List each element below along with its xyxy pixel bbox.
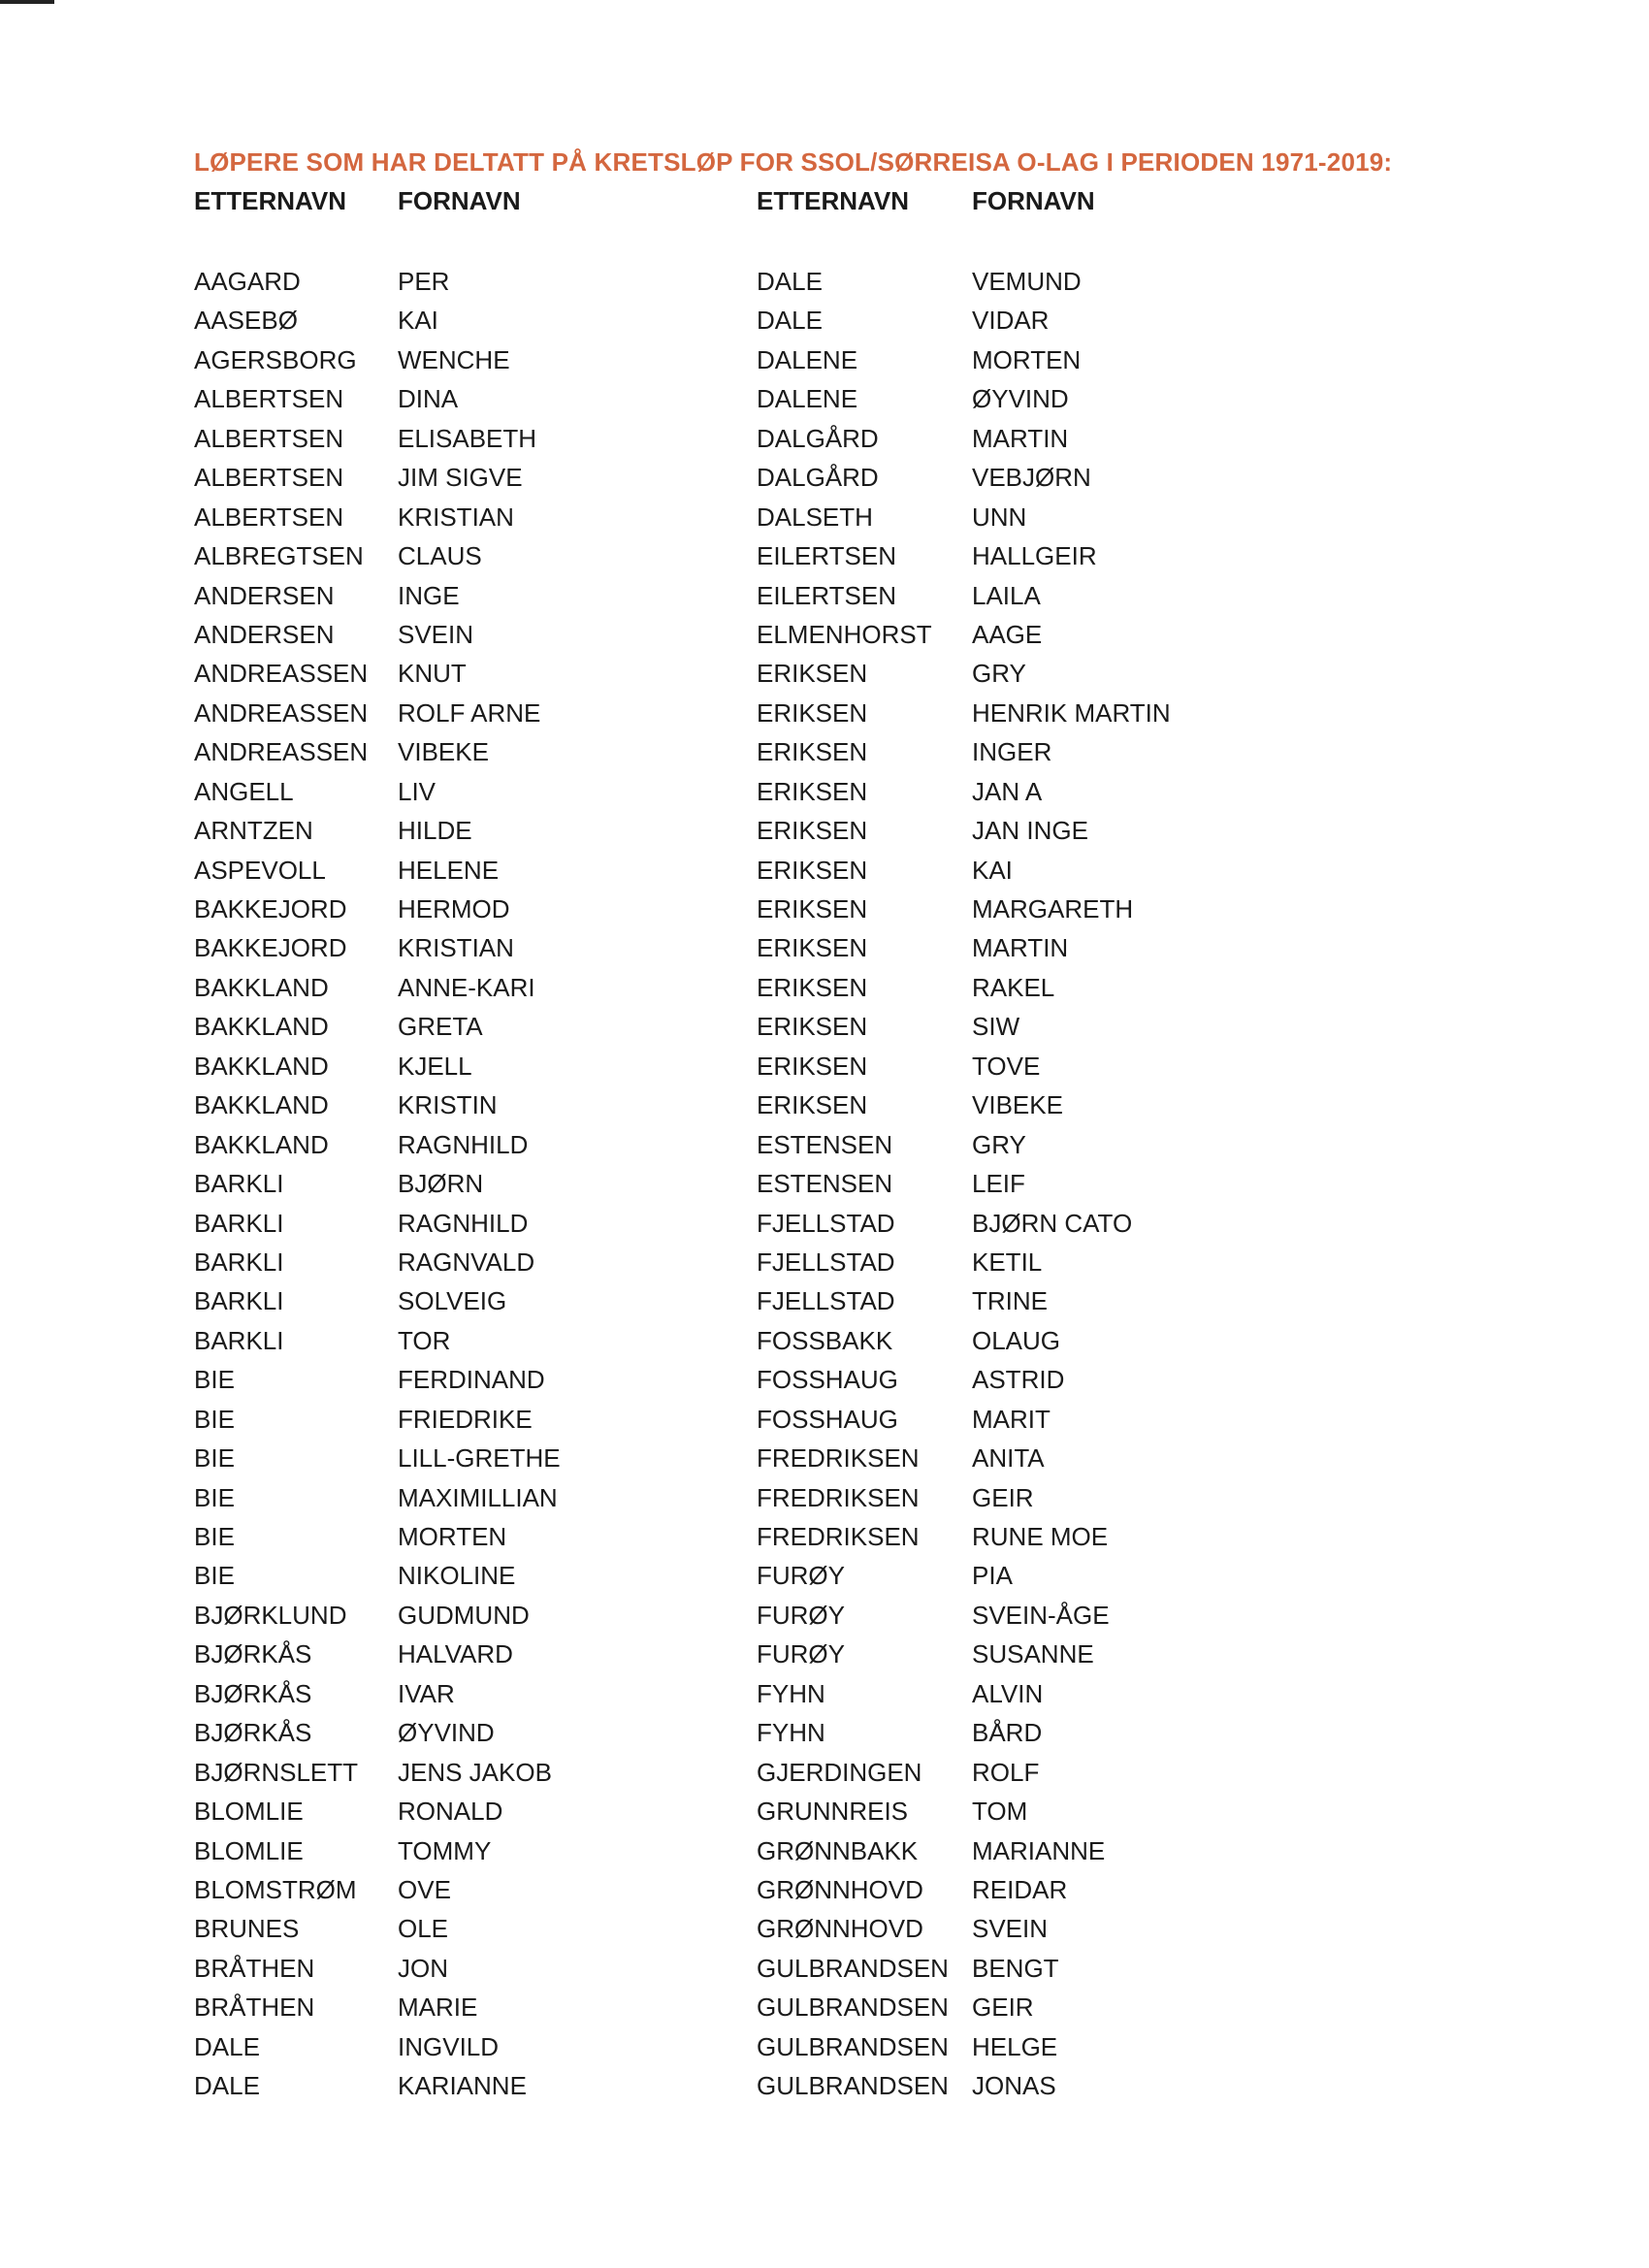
first-name: HELENE xyxy=(398,855,500,885)
first-name: RONALD xyxy=(398,1797,503,1827)
surname: DALSETH xyxy=(757,502,873,532)
first-name: LAILA xyxy=(972,580,1041,610)
surname: FYHN xyxy=(757,1718,825,1748)
surname: ERIKSEN xyxy=(757,933,868,963)
first-name: MARIANNE xyxy=(972,1835,1106,1865)
list-item xyxy=(757,1519,1300,1558)
first-name: LEIF xyxy=(972,1169,1025,1199)
surname: DALE xyxy=(194,2071,260,2101)
list-item xyxy=(194,1951,737,1990)
first-name: VIBEKE xyxy=(972,1090,1063,1120)
surname: ALBREGTSEN xyxy=(194,541,364,571)
list-item xyxy=(757,1951,1300,1990)
surname: DALENE xyxy=(757,384,858,414)
list-item xyxy=(194,1755,737,1794)
first-name: MARGARETH xyxy=(972,894,1134,923)
first-name: ELISABETH xyxy=(398,423,537,453)
surname: ANDREASSEN xyxy=(194,659,369,689)
surname: BLOMSTRØM xyxy=(194,1874,357,1904)
first-name: AAGE xyxy=(972,619,1043,649)
list-item xyxy=(757,1715,1300,1754)
first-name: VEMUND xyxy=(972,267,1082,296)
surname: BRÅTHEN xyxy=(194,1993,315,2023)
list-item xyxy=(757,1323,1300,1362)
list-item xyxy=(757,696,1300,734)
surname: BJØRKÅS xyxy=(194,1639,312,1669)
surname: BAKKLAND xyxy=(194,1051,329,1081)
list-item xyxy=(194,1166,737,1205)
first-name: MAXIMILLIAN xyxy=(398,1482,558,1512)
surname: BARKLI xyxy=(194,1325,284,1355)
first-name: SUSANNE xyxy=(972,1639,1094,1669)
list-item xyxy=(194,1049,737,1087)
first-name: INGVILD xyxy=(398,2031,500,2061)
list-item xyxy=(194,734,737,773)
list-item xyxy=(757,1911,1300,1950)
list-item xyxy=(757,1794,1300,1832)
surname: BAKKLAND xyxy=(194,1129,329,1159)
list-item xyxy=(757,1755,1300,1794)
surname: BIE xyxy=(194,1482,235,1512)
surname: BIE xyxy=(194,1443,235,1474)
scan-edge-mark xyxy=(0,0,54,4)
first-name: FERDINAND xyxy=(398,1365,545,1395)
surname: BRÅTHEN xyxy=(194,1953,315,1983)
list-item xyxy=(194,1558,737,1597)
first-name: HELGE xyxy=(972,2031,1058,2061)
surname: ERIKSEN xyxy=(757,737,868,767)
surname: DALGÅRD xyxy=(757,423,879,453)
first-name: HENRIK MARTIN xyxy=(972,697,1171,728)
surname: BAKKEJORD xyxy=(194,933,347,963)
first-name: SVEIN xyxy=(972,1914,1049,1944)
surname: BIE xyxy=(194,1365,235,1395)
first-name: MORTEN xyxy=(398,1522,507,1551)
surname: FYHN xyxy=(757,1678,825,1708)
surname: BJØRKÅS xyxy=(194,1678,312,1708)
surname: BARKLI xyxy=(194,1286,284,1316)
first-name: TOMMY xyxy=(398,1835,492,1865)
list-item xyxy=(194,1519,737,1558)
first-name: MARTIN xyxy=(972,933,1069,963)
surname: DALENE xyxy=(757,344,858,374)
list-item xyxy=(757,1598,1300,1636)
first-name: ØYVIND xyxy=(398,1718,495,1748)
list-item xyxy=(757,303,1300,341)
surname: GJERDINGEN xyxy=(757,1757,922,1787)
list-item xyxy=(194,891,737,930)
list-item xyxy=(194,853,737,891)
first-name: TOR xyxy=(398,1325,451,1355)
surname: ERIKSEN xyxy=(757,972,868,1002)
list-item xyxy=(757,1166,1300,1205)
list-item xyxy=(757,853,1300,891)
surname: ESTENSEN xyxy=(757,1129,893,1159)
list-item xyxy=(194,1598,737,1636)
list-item xyxy=(757,1676,1300,1715)
list-item xyxy=(194,1323,737,1362)
list-item xyxy=(757,1087,1300,1126)
list-item xyxy=(194,970,737,1009)
surname: ERIKSEN xyxy=(757,1090,868,1120)
list-item xyxy=(757,1009,1300,1048)
list-item xyxy=(757,1127,1300,1166)
surname: AASEBØ xyxy=(194,306,298,336)
surname: GULBRANDSEN xyxy=(757,1993,949,2023)
surname: ASPEVOLL xyxy=(194,855,326,885)
list-item xyxy=(757,656,1300,695)
first-name: KJELL xyxy=(398,1051,472,1081)
first-name: ANNE-KARI xyxy=(398,972,535,1002)
first-name: MORTEN xyxy=(972,344,1082,374)
list-item xyxy=(757,1362,1300,1401)
first-name: BJØRN CATO xyxy=(972,1208,1133,1238)
surname: FURØY xyxy=(757,1561,845,1591)
surname: FOSSBAKK xyxy=(757,1325,893,1355)
first-name: JAN A xyxy=(972,776,1043,806)
surname: GRØNNBAKK xyxy=(757,1835,919,1865)
first-name: KRISTIAN xyxy=(398,502,514,532)
first-name: KRISTIN xyxy=(398,1090,498,1120)
list-item xyxy=(757,1872,1300,1911)
first-name: HILDE xyxy=(398,816,472,846)
surname: BIE xyxy=(194,1561,235,1591)
list-item xyxy=(194,656,737,695)
first-name: TOVE xyxy=(972,1051,1041,1081)
list-item xyxy=(194,381,737,420)
list-item xyxy=(757,264,1300,303)
surname: ALBERTSEN xyxy=(194,384,344,414)
list-item xyxy=(757,891,1300,930)
first-name: PER xyxy=(398,267,450,296)
list-item xyxy=(757,381,1300,420)
list-item xyxy=(757,1206,1300,1245)
surname: AGERSBORG xyxy=(194,344,357,374)
list-item xyxy=(194,1833,737,1872)
list-item xyxy=(194,578,737,617)
surname: GULBRANDSEN xyxy=(757,1953,949,1983)
list-item xyxy=(757,342,1300,381)
first-name: KAI xyxy=(398,306,438,336)
first-name: HALVARD xyxy=(398,1639,513,1669)
list-item xyxy=(194,421,737,460)
list-item xyxy=(194,264,737,303)
list-item xyxy=(194,1402,737,1441)
first-name: DINA xyxy=(398,384,459,414)
surname: ANDREASSEN xyxy=(194,737,369,767)
surname: ARNTZEN xyxy=(194,816,313,846)
first-name: OVE xyxy=(398,1874,451,1904)
surname: DALE xyxy=(757,306,823,336)
first-name: BJØRN xyxy=(398,1169,484,1199)
list-item xyxy=(194,1794,737,1832)
list-item xyxy=(194,342,737,381)
first-name: ØYVIND xyxy=(972,384,1069,414)
first-name: VIBEKE xyxy=(398,737,489,767)
first-name: HALLGEIR xyxy=(972,541,1097,571)
surname: BARKLI xyxy=(194,1169,284,1199)
surname: FREDRIKSEN xyxy=(757,1443,920,1474)
surname: ANDERSEN xyxy=(194,619,335,649)
list-item xyxy=(194,930,737,969)
surname: BLOMLIE xyxy=(194,1797,304,1827)
list-item xyxy=(757,1402,1300,1441)
first-name: MARIE xyxy=(398,1993,478,2023)
surname: FURØY xyxy=(757,1600,845,1630)
list-item xyxy=(757,1283,1300,1322)
first-name: GUDMUND xyxy=(398,1600,530,1630)
first-name: OLAUG xyxy=(972,1325,1061,1355)
first-name: RAGNHILD xyxy=(398,1129,529,1159)
first-name: IVAR xyxy=(398,1678,455,1708)
surname: GRUNNREIS xyxy=(757,1797,909,1827)
first-name: GRETA xyxy=(398,1012,483,1042)
first-name: RAGNVALD xyxy=(398,1247,535,1277)
first-name: SOLVEIG xyxy=(398,1286,507,1316)
header-right-surname: ETTERNAVN xyxy=(757,186,909,215)
surname: BAKKEJORD xyxy=(194,894,347,923)
list-item xyxy=(194,1362,737,1401)
list-item xyxy=(194,460,737,499)
first-name: TOM xyxy=(972,1797,1028,1827)
first-name: ANITA xyxy=(972,1443,1045,1474)
first-name: INGE xyxy=(398,580,460,610)
first-name: RUNE MOE xyxy=(972,1522,1109,1551)
list-item xyxy=(194,1206,737,1245)
first-name: MARTIN xyxy=(972,423,1069,453)
list-item xyxy=(757,813,1300,852)
first-name: NIKOLINE xyxy=(398,1561,516,1591)
surname: ESTENSEN xyxy=(757,1169,893,1199)
surname: ANDREASSEN xyxy=(194,697,369,728)
list-item xyxy=(757,500,1300,538)
list-item xyxy=(194,1087,737,1126)
list-item xyxy=(194,303,737,341)
surname: ERIKSEN xyxy=(757,659,868,689)
surname: BRUNES xyxy=(194,1914,300,1944)
first-name: FRIEDRIKE xyxy=(398,1404,533,1434)
first-name: GRY xyxy=(972,659,1026,689)
list-item xyxy=(194,1911,737,1950)
surname: BAKKLAND xyxy=(194,1090,329,1120)
surname: DALE xyxy=(757,267,823,296)
list-item xyxy=(194,1441,737,1479)
first-name: SVEIN xyxy=(398,619,474,649)
surname: ERIKSEN xyxy=(757,855,868,885)
list-item xyxy=(757,2029,1300,2068)
first-name: GRY xyxy=(972,1129,1026,1159)
surname: FJELLSTAD xyxy=(757,1208,895,1238)
surname: FOSSHAUG xyxy=(757,1404,898,1434)
list-item xyxy=(194,696,737,734)
first-name: GEIR xyxy=(972,1482,1034,1512)
list-item xyxy=(757,617,1300,656)
list-item xyxy=(757,970,1300,1009)
list-item xyxy=(757,460,1300,499)
first-name: JONAS xyxy=(972,2071,1056,2101)
surname: DALE xyxy=(194,2031,260,2061)
list-item xyxy=(194,1872,737,1911)
surname: GULBRANDSEN xyxy=(757,2031,949,2061)
surname: FREDRIKSEN xyxy=(757,1522,920,1551)
first-name: VIDAR xyxy=(972,306,1050,336)
list-item xyxy=(194,774,737,813)
list-item xyxy=(757,1049,1300,1087)
first-name: ALVIN xyxy=(972,1678,1044,1708)
first-name: INGER xyxy=(972,737,1052,767)
first-name: ROLF xyxy=(972,1757,1040,1787)
list-item xyxy=(757,578,1300,617)
first-name: PIA xyxy=(972,1561,1013,1591)
surname: ERIKSEN xyxy=(757,816,868,846)
first-name: KAI xyxy=(972,855,1013,885)
surname: BIE xyxy=(194,1404,235,1434)
first-name: ROLF ARNE xyxy=(398,697,541,728)
surname: BARKLI xyxy=(194,1208,284,1238)
surname: FJELLSTAD xyxy=(757,1286,895,1316)
list-item xyxy=(194,1676,737,1715)
first-name: SVEIN-ÅGE xyxy=(972,1600,1110,1630)
first-name: VEBJØRN xyxy=(972,463,1091,493)
first-name: KNUT xyxy=(398,659,467,689)
surname: FJELLSTAD xyxy=(757,1247,895,1277)
surname: ERIKSEN xyxy=(757,1051,868,1081)
surname: BJØRKÅS xyxy=(194,1718,312,1748)
surname: ERIKSEN xyxy=(757,776,868,806)
surname: ERIKSEN xyxy=(757,1012,868,1042)
surname: BJØRKLUND xyxy=(194,1600,347,1630)
first-name: UNN xyxy=(972,502,1027,532)
first-name: JIM SIGVE xyxy=(398,463,523,493)
first-name: WENCHE xyxy=(398,344,510,374)
first-name: KRISTIAN xyxy=(398,933,514,963)
first-name: TRINE xyxy=(972,1286,1048,1316)
first-name: CLAUS xyxy=(398,541,482,571)
surname: ANGELL xyxy=(194,776,294,806)
list-item xyxy=(757,774,1300,813)
list-item xyxy=(194,1283,737,1322)
list-item xyxy=(194,1636,737,1675)
surname: GRØNNHOVD xyxy=(757,1874,923,1904)
first-name: MARIT xyxy=(972,1404,1051,1434)
first-name: ASTRID xyxy=(972,1365,1065,1395)
list-item xyxy=(757,1480,1300,1519)
list-item xyxy=(194,2029,737,2068)
surname: ERIKSEN xyxy=(757,697,868,728)
surname: GRØNNHOVD xyxy=(757,1914,923,1944)
first-name: LILL-GRETHE xyxy=(398,1443,561,1474)
list-item xyxy=(757,1833,1300,1872)
surname: BIE xyxy=(194,1522,235,1551)
header-left-surname: ETTERNAVN xyxy=(194,186,346,215)
surname: ELMENHORST xyxy=(757,619,932,649)
list-item xyxy=(194,617,737,656)
list-item xyxy=(757,1441,1300,1479)
first-name: LIV xyxy=(398,776,436,806)
list-item xyxy=(194,2068,737,2107)
header-right-firstname: FORNAVN xyxy=(972,186,1095,215)
surname: EILERTSEN xyxy=(757,580,897,610)
surname: ALBERTSEN xyxy=(194,463,344,493)
list-item xyxy=(757,421,1300,460)
list-item xyxy=(194,813,737,852)
name-list-left xyxy=(194,264,737,2108)
surname: GULBRANDSEN xyxy=(757,2071,949,2101)
list-item xyxy=(194,500,737,538)
first-name: KETIL xyxy=(972,1247,1043,1277)
list-item xyxy=(194,1245,737,1283)
surname: ANDERSEN xyxy=(194,580,335,610)
first-name: KARIANNE xyxy=(398,2071,527,2101)
list-item xyxy=(757,2068,1300,2107)
first-name: JENS JAKOB xyxy=(398,1757,552,1787)
list-item xyxy=(194,1127,737,1166)
surname: BARKLI xyxy=(194,1247,284,1277)
list-item xyxy=(194,1480,737,1519)
list-item xyxy=(757,538,1300,577)
surname: BAKKLAND xyxy=(194,972,329,1002)
first-name: BÅRD xyxy=(972,1718,1043,1748)
surname: BLOMLIE xyxy=(194,1835,304,1865)
surname: BJØRNSLETT xyxy=(194,1757,359,1787)
list-item xyxy=(757,1245,1300,1283)
list-item xyxy=(194,1009,737,1048)
first-name: JAN INGE xyxy=(972,816,1088,846)
first-name: RAKEL xyxy=(972,972,1055,1002)
list-item xyxy=(757,734,1300,773)
document-title: LØPERE SOM HAR DELTATT PÅ KRETSLØP FOR SSOL/SØRREISA O-LAG I PERIODEN 1971-2019: xyxy=(194,147,1393,177)
first-name: JON xyxy=(398,1953,448,1983)
surname: EILERTSEN xyxy=(757,541,897,571)
surname: FURØY xyxy=(757,1639,845,1669)
surname: ERIKSEN xyxy=(757,894,868,923)
first-name: HERMOD xyxy=(398,894,510,923)
header-left-firstname: FORNAVN xyxy=(398,186,521,215)
surname: FREDRIKSEN xyxy=(757,1482,920,1512)
list-item xyxy=(757,1558,1300,1597)
name-list-right xyxy=(757,264,1300,2108)
surname: FOSSHAUG xyxy=(757,1365,898,1395)
first-name: OLE xyxy=(398,1914,449,1944)
surname: ALBERTSEN xyxy=(194,502,344,532)
list-item xyxy=(757,1636,1300,1675)
list-item xyxy=(757,1990,1300,2028)
list-item xyxy=(194,538,737,577)
list-item xyxy=(757,930,1300,969)
list-item xyxy=(194,1715,737,1754)
surname: ALBERTSEN xyxy=(194,423,344,453)
first-name: BENGT xyxy=(972,1953,1059,1983)
first-name: RAGNHILD xyxy=(398,1208,529,1238)
surname: DALGÅRD xyxy=(757,463,879,493)
first-name: GEIR xyxy=(972,1993,1034,2023)
surname: AAGARD xyxy=(194,267,301,296)
first-name: REIDAR xyxy=(972,1874,1068,1904)
list-item xyxy=(194,1990,737,2028)
first-name: SIW xyxy=(972,1012,1020,1042)
surname: BAKKLAND xyxy=(194,1012,329,1042)
